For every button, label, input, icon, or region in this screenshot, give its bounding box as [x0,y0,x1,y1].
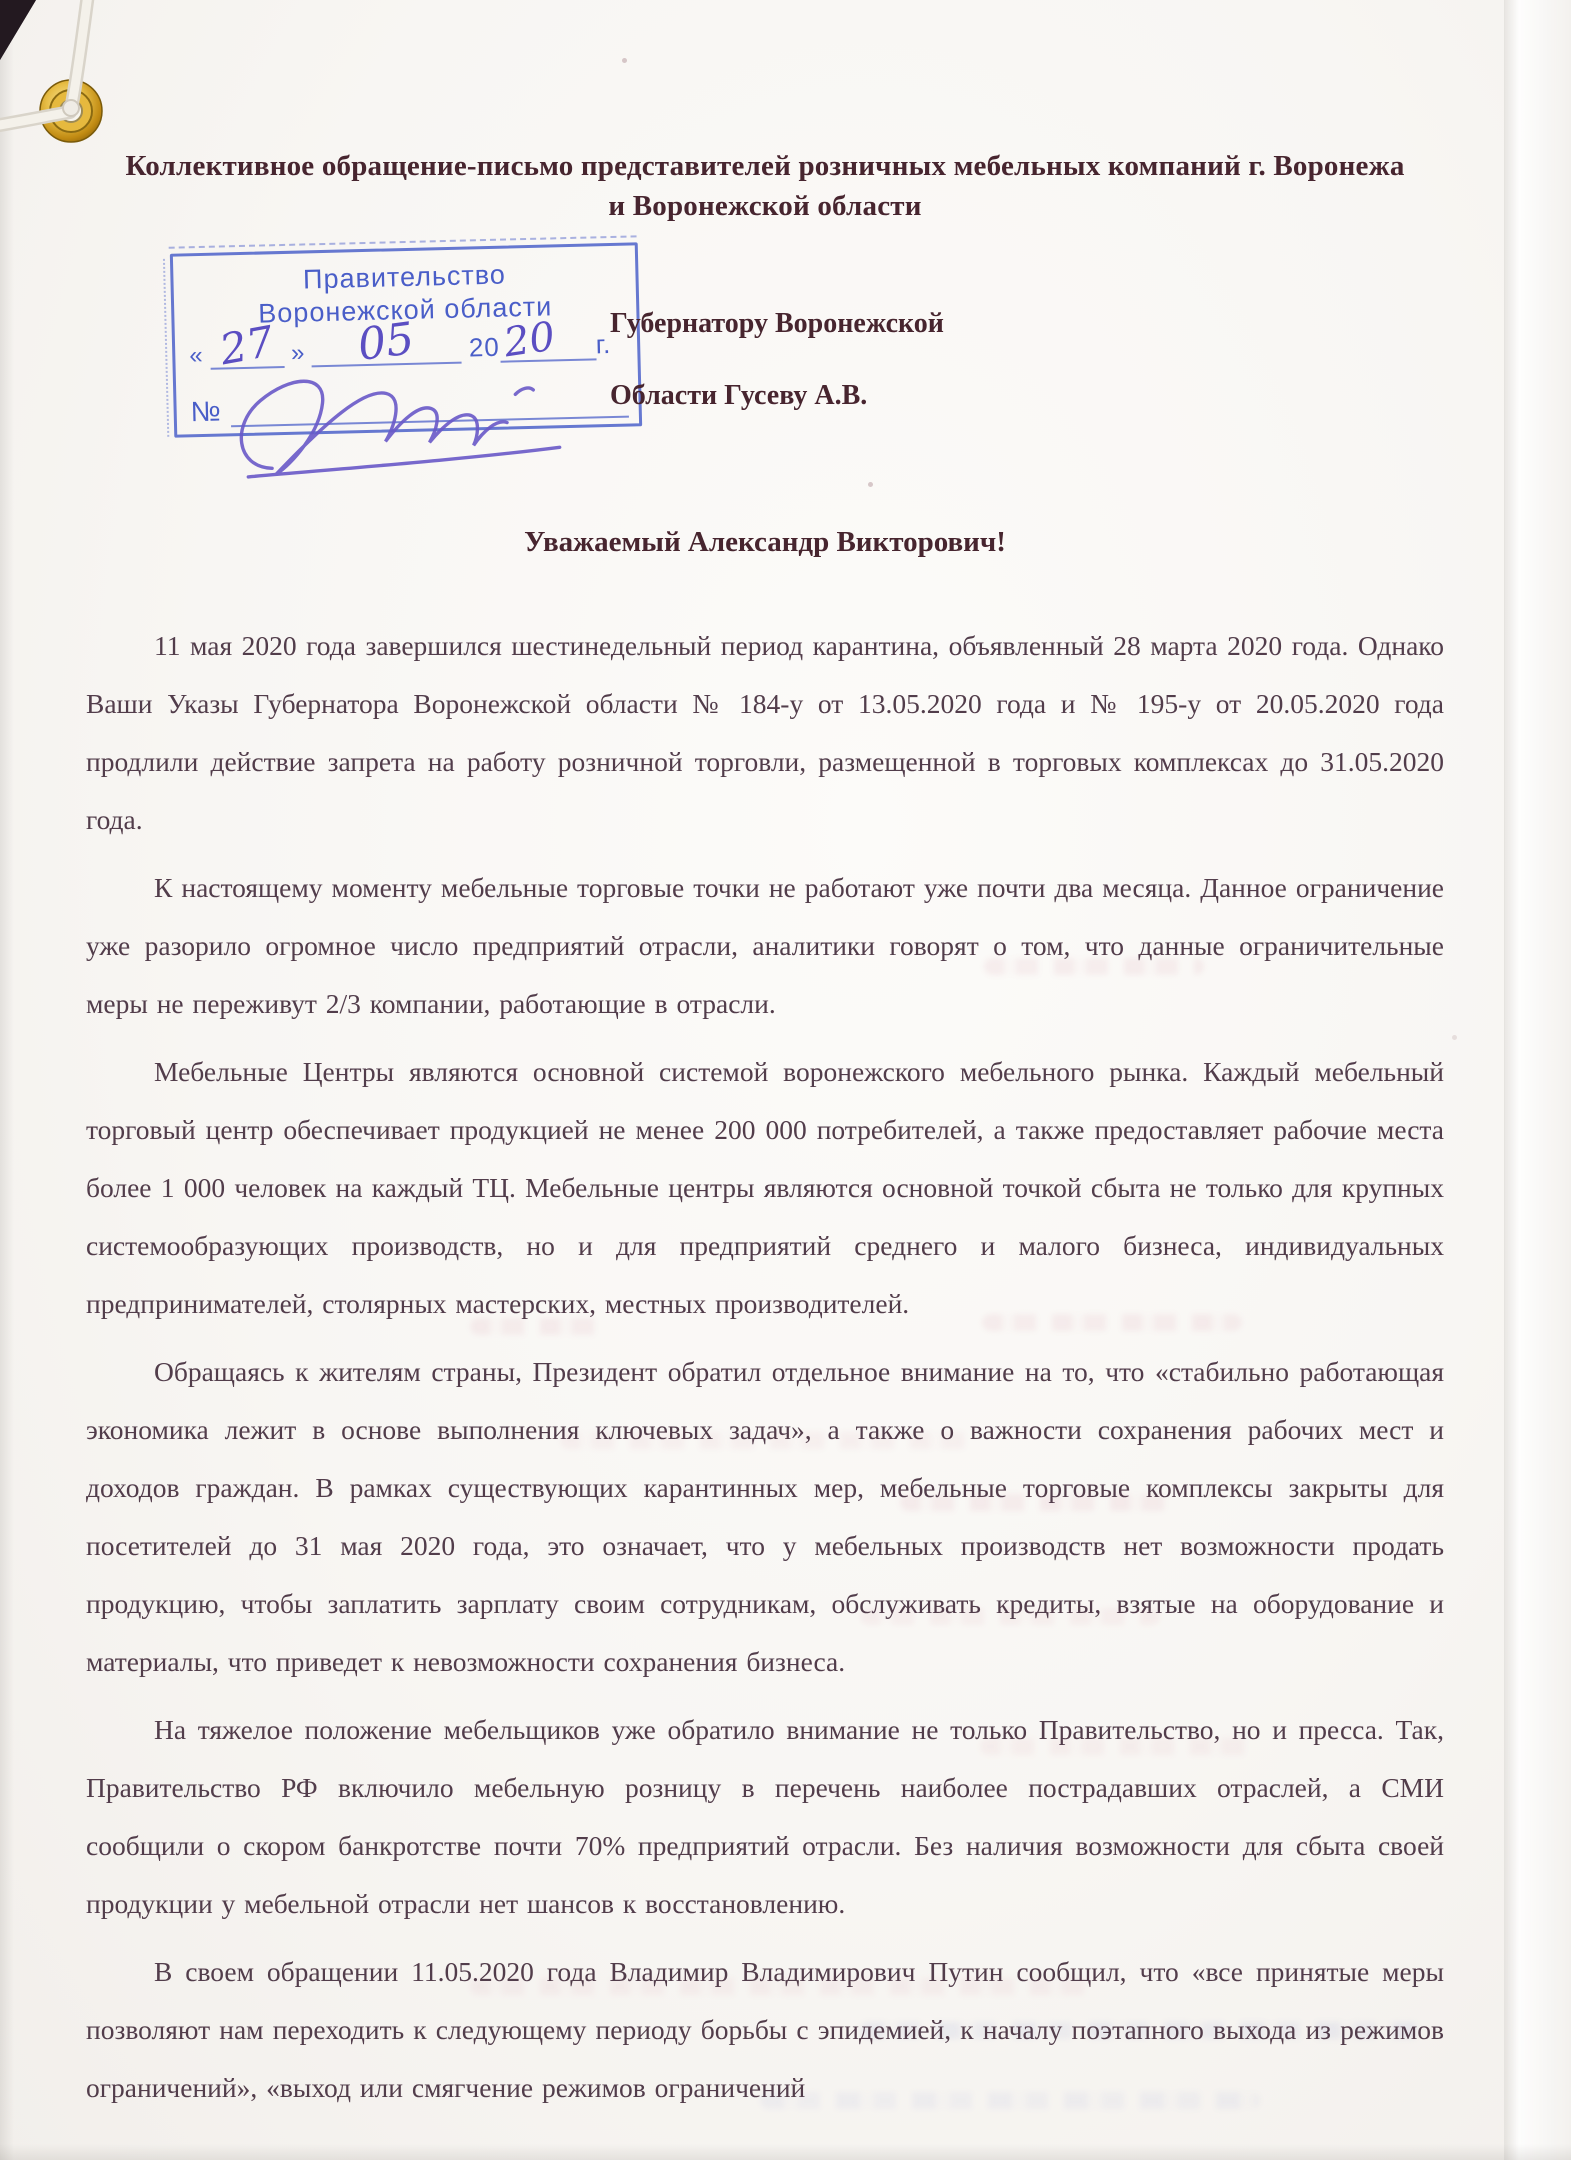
addressee-line2: Области Гусеву А.В. [610,380,868,411]
handwritten-month: 05 [355,313,418,371]
paragraph-1: 11 мая 2020 года завершился шестинедельный период карантина, объявленный 28 марта 2020 года. Однако Ваши Указы Губернатора Воронежской области № 184-у от 13.05.2020 года и № 195-у от 20.05.2020 года продлили действие запрета на работу розничной торговли, размещенной в торговых комплексах до 31.05.2020 года. [86,630,1444,835]
paragraph-5: На тяжелое положение мебельщиков уже обратило внимание не только Правительство, но и пресса. Так, Правительство РФ включило мебельную розницу в перечень наиболее пострадавших отраслей, а СМИ сообщили о скором банкротстве почти 70% предприятий отрасли. Без наличия возможности для сбыта своей продукции у мебельной отрасли нет шансов к восстановлению. [86,1714,1444,1919]
stamp-number-line [190,382,629,429]
scan-left-edge [0,0,14,2160]
stamp-number-field [230,382,629,428]
stamp-date-line [188,313,626,389]
salutation: Уважаемый Александр Викторович! [524,526,1006,558]
stamp-number-label: № [190,395,222,428]
paper-speck [1452,1035,1457,1040]
page-curl-right-edge [1504,0,1571,2160]
paragraph-4: Обращаясь к жителям страны, Президент обратил отдельное внимание на то, что «стабильно работающая экономика лежит в основе выполнения ключевых задач», а также о важности сохранения рабочих мест и доходов граждан. В рамках существующих карантинных мер, мебельные торговые комплексы закрыты для посетителей до 31 мая 2020 года, это означает, что у мебельных производств нет возможности продать продукцию, чтобы заплатить зарплату своим сотрудникам, обслуживать кредиты, взятые на оборудование и материалы, что приведет к невозможности сохранения бизнеса. [86,1356,1444,1677]
registration-stamp [172,248,640,432]
addressee-block [610,288,944,432]
stamp-year-suffix: г. [595,328,612,360]
handwritten-day: 27 [215,316,278,375]
registration-stamp-frame [170,242,642,437]
scan-bottom-edge [0,2144,1571,2160]
stamp-org-line1: Правительство [302,259,507,295]
letter-body [86,617,1444,2117]
stamp-org-line2: Воронежской области [257,291,553,329]
stamp-quote-open: « [188,341,204,370]
stamp-day-field [209,316,284,375]
stamp-year-field [499,313,596,367]
letter-title-line1: Коллективное обращение-письмо представителей розничных мебельных компаний г. Воронежа [125,150,1405,182]
stamp-quote-close: » [290,339,305,367]
stamp-month-field [311,313,462,371]
stamp-century: 20 [468,331,501,363]
letter-title [86,146,1444,226]
addressee-line1: Губернатору Воронежской [610,308,944,339]
paragraph-3: Мебельные Центры являются основной системой воронежского мебельного рынка. Каждый мебельный торговый центр обеспечивает продукцией не менее 200 000 потребителей, а также предоставляет рабочие места более 1 000 человек на каждый ТЦ. Мебельные центры являются основной точкой сбыта не только для крупных системообразующих производств, но и для предприятий среднего и малого бизнеса, индивидуальных предпринимателей, столярных мастерских, местных производителей. [86,1056,1444,1319]
paragraph-6: В своем обращении 11.05.2020 года Владимир Владимирович Путин сообщил, что «все принятые меры позволяют нам переходить к следующему периоду борьбы с эпидемией, к началу поэтапного выхода из режимов ограничений», «выход или смягчение режимов ограничений [86,1956,1444,2103]
handwritten-year: 20 [500,313,558,367]
letter-title-line2: и Воронежской области [608,190,922,222]
letter-header [86,242,1444,472]
letter-content [86,0,1444,2127]
paragraph-2: К настоящему моменту мебельные торговые точки не работают уже почти два месяца. Данное ограничение уже разорило огромное число предприятий отрасли, аналитики говорят о том, что данные ограничительные меры не переживут 2/3 компании, работающие в отрасли. [86,872,1444,1019]
